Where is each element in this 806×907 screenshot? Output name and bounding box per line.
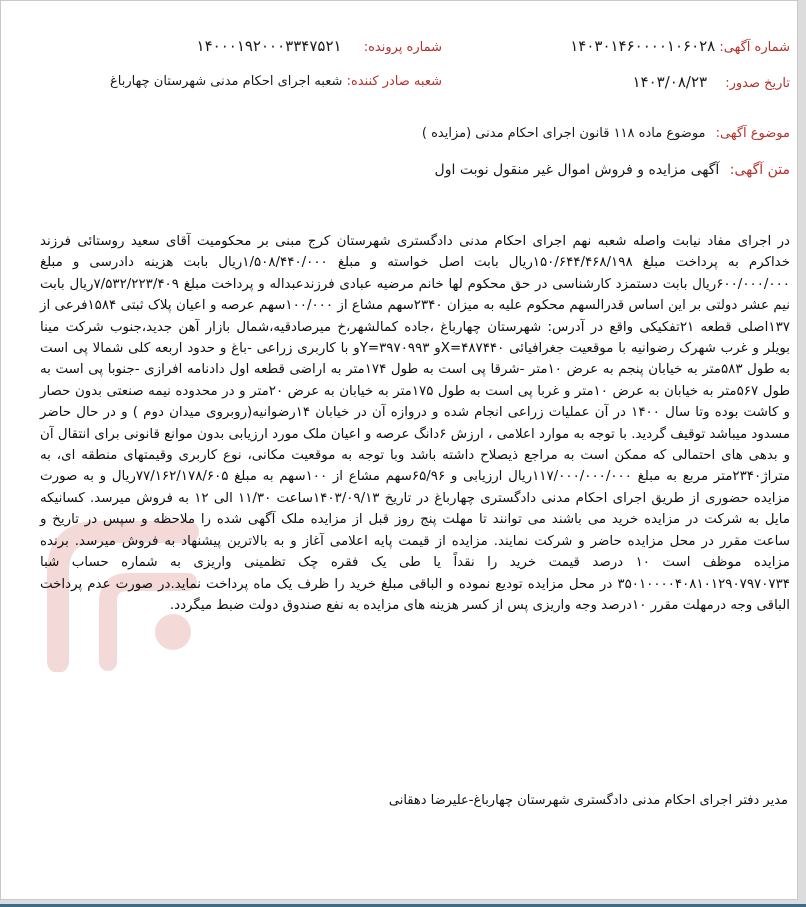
notice-body: در اجرای مفاد نیابت واصله شعبه نهم اجرای احکام مدنی دادگستری شهرستان کرج مبنی بر محکومیت آقای سعید روستائی فرزند خداکرم به پرداخت مبلغ ۱۵۰/۶۴۴/۴۶۸/۱۹۸ریال بابت اصل خواسته و مبلغ ۱/۵۰۸/۴۴۰/۰۰۰ریال بابت هزینه دادرسی و مبلغ ۶۰۰/۰۰۰/۰۰۰ریال بابت دستمزد کارشناسی در حق محکوم لها خانم مرضیه عبادی فرزندعبداله و پرداخت مبلغ ۷/۵۳۲/۲۲۳/۴۰۹ریال بابت نیم عشر دولتی بر این اساس قدرالسهم محکوم علیه به میزان ۲۳۴۰سهم مشاع از ۱۰۰/۰۰۰سهم عرصه و اعیان پلاک ثبتی ۱۵۸۴فرعی از ۱۳۷اصلی قطعه ۲۱تفکیکی واقع در آدرس: شهرستان چهارباغ ،جاده کمالشهر،خ میرصادقیه،شمال بازار آهن جدید،جنوب شرکت مینا بویلر و غرب شهرک رضوانیه با موقعیت جغرافیائی X=۴۸۷۴۴۰و Y=۳۹۷۰۹۹۳و با کاربری زراعی -باغ و حدود اربعه کلی شمالا پی است به طول ۵۸۳متر به خیابان پنجم به عرض ۱۰متر -شرقا پی است به طول ۱۷۴متر به اراضی قطعه اول دادنامه افرازی -جنوبا پی است به طول ۵۶۷متر به خیابان به عرض ۱۰متر و غربا پی است به طول ۱۷۵متر به خیابان به عرض ۲۰متر و در محدوده نیمه صنعتی بدون حصار و کاشت بوده وتا سال ۱۴۰۰ در آن عملیات زراعی انجام شده و دروازه آن در خیابان ۱۴رضوانیه(روبروی میدان دوم ) و در حال حاضر مسدود میباشد توقیف گردید. با توجه به موارد اعلامی ، ارزش ۶دانگ عرصه و اعیان ملک مورد ارزیابی بدون موانع قانونی برای انتقال آن و بدهی های احتمالی که ممکن است به مراجع ذیصلاح داشته باشد وبا توجه به موقعیت مکانی، نوع کاربری وقیمتهای منطقه ای، به متراژ۲۳۴۰متر مربع به مبلغ ۱۱۷/۰۰۰/۰۰۰/۰۰۰ریال ارزیابی و ۶۵/۹۶سهم مشاع از ۱۰۰سهم به مبلغ ۷۷/۱۶۲/۱۷۸/۶۰۵ریال و به صورت مزایده حضوری از طریق اجرای احکام مدنی دادگستری چهارباغ در تاریخ ۱۴۰۳/۰۹/۱۳ساعت ۱۱/۳۰ الی ۱۲ به فروش میرسد. کسانیکه مایل به شرکت در مزایده خرید می باشند می توانند تا مهلت پنج روز قبل از مزایده ملک آگهی شده را ملاحظه و سپس در تاریخ و ساعت مقرر در محل مزایده حاضر و شرکت نمایند. مزایده از قیمت پایه اعلامی آغاز و به بالاترین پیشنهاد به فروش میرسد. برنده مزایده موظف است ۱۰ درصد قیمت خرید را نقداً یا طی یک فقره چک تظمینی واریزی به شماره حساب شبا ۳۵۰۱۰۰۰۰۴۰۸۱۰۱۲۹۰۷۹۷۰۷۳۴ در محل مزایده تودیع نموده و الباقی مبلغ خرید را ظرف یک ماه پرداخت نماید.در صورت عدم پرداخت الباقی وجه درمهلت مقرر ۱۰درصد وجه واریزی پس از کسر هزینه های مزایده به نفع صندوق دولت ضبط میگردد.: [40, 234, 791, 613]
issue-date: ۱۴۰۳/۰۸/۲۳: [632, 73, 708, 91]
subject-value: موضوع ماده ۱۱۸ قانون اجرای احکام مدنی (مزایده ): [421, 126, 706, 141]
notice-number-row: [570, 37, 790, 57]
issue-date-label: تاریخ صدور:: [725, 76, 790, 91]
text-title-label: متن آگهی:: [729, 162, 790, 178]
case-number-label: شماره پرونده:: [363, 40, 442, 55]
issuer-name: شعبه اجرای احکام مدنی شهرستان چهارباغ: [110, 74, 343, 89]
text-title-row: [435, 161, 790, 179]
issuer-label: شعبه صادر کننده:: [346, 74, 442, 89]
case-number: ۱۴۰۰۰۱۹۲۰۰۰۳۳۴۷۵۲۱: [196, 37, 342, 55]
issuer-row: [110, 73, 442, 91]
subject-label: موضوع آگهی:: [715, 126, 790, 141]
signature-line: مدیر دفتر اجرای احکام مدنی دادگستری شهرستان چهارباغ-علیرضا دهقانی: [388, 793, 788, 808]
case-number-row: [197, 37, 442, 57]
notice-number-label: شماره آگهی:: [719, 40, 790, 55]
page-shadow-right: [798, 0, 806, 907]
issue-date-row: [633, 73, 791, 93]
text-title-value: آگهی مزایده و فروش اموال غیر منقول نوبت اول: [434, 162, 720, 178]
notice-number: ۱۴۰۳۰۱۴۶۰۰۰۰۱۰۶۰۲۸: [570, 37, 716, 55]
subject-row: [422, 125, 790, 143]
